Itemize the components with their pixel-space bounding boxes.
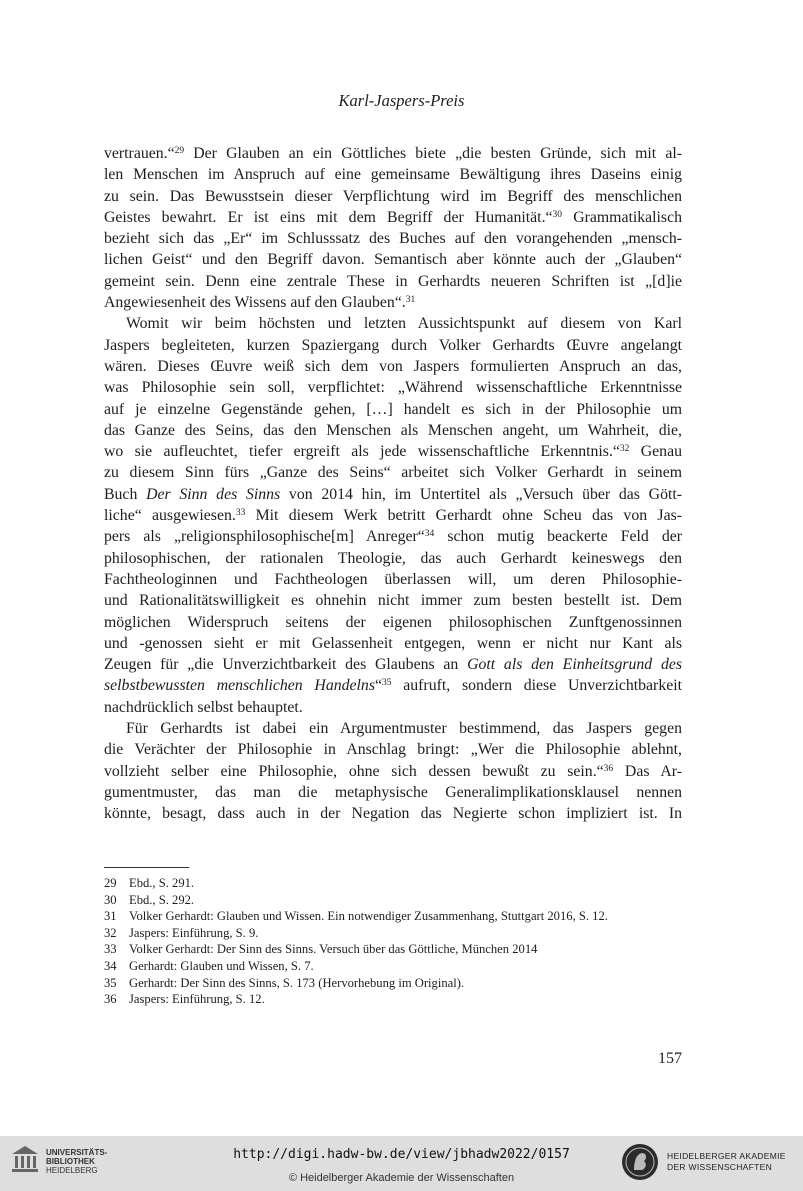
footnote-ref[interactable]: 32 (619, 444, 630, 455)
footnote-number: 35 (104, 975, 117, 990)
text-line: pers als „religionsphilosophische[m] Anreger“$^{34}$ schon mutig beackerte Feld der (104, 528, 682, 546)
text-line: Für Gerhardts ist dabei ein Argumentmuster bestimmend, das Jaspers gegen (126, 720, 682, 738)
footnote-text: Ebd., S. 292. (129, 892, 195, 907)
text-line: das Ganze des Seins, das den Menschen als Menschen angeht, um Wahrheit, die, (104, 421, 682, 439)
footnote-ref[interactable]: 29 (174, 146, 185, 156)
text-line: was Philosophie sein soll, verpflichtet: „Während wissenschaftliche Erkenntnisse (104, 379, 682, 397)
text-line: Fachtheologinnen und Fachtheologen überlassen will, um deren Philosophie- (104, 570, 682, 588)
copyright-notice: © Heidelberger Akademie der Wissenschaften (288, 1172, 515, 1184)
footnote-ref[interactable]: 36 (603, 763, 614, 774)
text-line: gemeint sein. Denn eine zentrale These in Gerhardts neueren Schriften ist „[d]ie (104, 272, 682, 290)
text-line: zu diesem Sinn fürs „Ganze des Seins“ arbeitet sich Volker Gerhardt in seinem (104, 464, 682, 482)
text-line: Geistes bewahrt. Er ist eins mit dem Begriff der Humanität.“$^{30}$ Grammatikalisch (104, 208, 682, 226)
footnote (104, 875, 682, 892)
text-line: Buch Der Sinn des Sinns von 2014 hin, im Untertitel als „Versuch über das Gött- (104, 485, 682, 503)
footnote-number: 34 (104, 958, 117, 973)
text-line: philosophischen, der rationalen Theologie, das auch Gerhardt keineswegs den (104, 549, 682, 567)
footnote-text: Gerhardt: Glauben und Wissen, S. 7. (129, 958, 314, 973)
footnote (104, 892, 682, 909)
footnote-number: 36 (104, 992, 117, 1007)
footnote-text: Gerhardt: Der Sinn des Sinns, S. 173 (Hervorhebung im Original). (129, 975, 465, 990)
text-line: möglichen Widerspruch seitens der eigenen philosophischen Zunftgenossinnen (104, 613, 682, 631)
text-line: Jaspers begleiteten, kurzen Spaziergang durch Volker Gerhardts Œuvre angelangt (104, 336, 682, 354)
text-line: Womit wir beim höchsten und letzten Aussichtspunkt auf diesem von Karl (126, 315, 682, 333)
text-line: zu sein. Das Bewusstsein dieser Verpflichtung wird im Begriff des menschlichen (104, 187, 682, 205)
text-line: wo sie aufleuchtet, tiefer ergreift als jede wissenschaftliche Erkenntnis.“$^{32}$ Genau (104, 443, 682, 461)
footnote (104, 991, 682, 1008)
footnote-text: Jaspers: Einführung, S. 12. (129, 992, 265, 1007)
university-library-name: UNIVERSITÄTS- BIBLIOTHEK HEIDELBERG (46, 1148, 108, 1175)
viewer-footer-bar (0, 1136, 803, 1191)
text-line: Zeugen für „die Unverzichtbarkeit des Glaubens an Gott als den Einheitsgrund des (104, 656, 682, 674)
footnote (104, 925, 682, 942)
running-head: Karl-Jaspers-Preis (338, 91, 465, 110)
footnotes (104, 875, 682, 1008)
footnote-number: 32 (104, 925, 117, 940)
text-line: liche“ ausgewiesen.$^{33}$ Mit diesem Werk betritt Gerhardt ohne Scheu das von Jas- (104, 507, 682, 525)
text-line: Angewiesenheit des Wissens auf den Glauben“.$^{31}$ (104, 294, 416, 312)
text-line: und -genossen sieht er mit Gelassenheit entgegen, wenn er nicht nur Kant als (104, 634, 682, 652)
footnote-text: Ebd., S. 291. (129, 876, 195, 890)
text-line: nachdrücklich selbst behauptet. (104, 698, 303, 716)
body-text (104, 143, 682, 825)
academy-name: HEIDELBERGER AKADEMIE DER WISSENSCHAFTEN (667, 1151, 786, 1172)
footnote-ref[interactable]: 31 (405, 295, 416, 306)
text-line: selbstbewussten menschlichen Handelns“$^{35}$ aufruft, sondern diese Unverzichtbarkeit (104, 677, 682, 695)
text-line: die Verächter der Philosophie in Anschlag bringt: „Wer die Philosophie ablehnt, (104, 741, 682, 759)
footnote (104, 908, 682, 925)
footnote-ref[interactable]: 33 (235, 508, 246, 519)
text-line: len Menschen im Anspruch auf eine gemeinsame Bewältigung ihres Daseins einig (104, 166, 682, 184)
text-line: und Rationalitätswilligkeit es ohnehin nicht immer zum besten bestellt ist. Dem (104, 592, 682, 610)
footnote-text: Volker Gerhardt: Der Sinn des Sinns. Versuch über das Göttliche, München 2014 (129, 942, 538, 957)
academy-seal-icon[interactable] (620, 1142, 660, 1182)
footnote-ref[interactable]: 34 (424, 529, 435, 540)
footnote-ref[interactable]: 35 (382, 678, 392, 689)
footnote-number: 31 (104, 909, 117, 924)
footnote-number: 33 (104, 942, 117, 957)
footnote-number: 30 (104, 892, 117, 907)
italic-quote: Gott als den Einheitsgrund des (467, 656, 682, 674)
italic-quote: selbstbewussten menschlichen Handelns (104, 677, 375, 695)
page-number: 157 (658, 1050, 682, 1067)
text-line: vertrauen.“$^{29}$ Der Glauben an ein Göttliches biete „die besten Gründe, sich mit al- (104, 145, 682, 162)
footnote-text: Volker Gerhardt: Glauben und Wissen. Ein notwendiger Zusammenhang, Stuttgart 2016, S. 12. (129, 909, 608, 924)
footnote-divider (104, 867, 189, 868)
text-line: bezieht sich das „Er“ im Schlusssatz des Buches auf den vorangehenden „mensch- (104, 230, 682, 248)
text-line: gumentmuster, das man die metaphysische Generalimplikationsklausel nennen (104, 783, 682, 801)
footnote-ref[interactable]: 30 (552, 209, 563, 220)
footnote-text: Jaspers: Einführung, S. 9. (129, 925, 259, 940)
text-line: vollzieht selber eine Philosophie, ohne sich dessen bewußt zu sein.“$^{36}$ Das Ar- (104, 762, 682, 780)
footnote (104, 975, 682, 992)
footnote (104, 941, 682, 958)
text-line: lichen Geist“ und den Begriff davon. Semantisch aber könnte auch der „Glauben“ (104, 251, 682, 269)
text-line: auf je einzelne Gegenstände gehen, […] handelt es sich in der Philosophie um (104, 400, 682, 418)
footnote (104, 958, 682, 975)
permalink-url[interactable]: http://digi.hadw-bw.de/view/jbhadw2022/0157 (233, 1147, 570, 1162)
book-title: Der Sinn des Sinns (146, 485, 281, 503)
text-line: könnte, besagt, dass auch in der Negation das Negierte schon impliziert ist. In (104, 805, 682, 823)
footnote-number: 29 (104, 876, 117, 890)
text-line: wären. Dieses Œuvre weiß sich dem von Jaspers formulierten Anspruch an das, (104, 357, 682, 375)
